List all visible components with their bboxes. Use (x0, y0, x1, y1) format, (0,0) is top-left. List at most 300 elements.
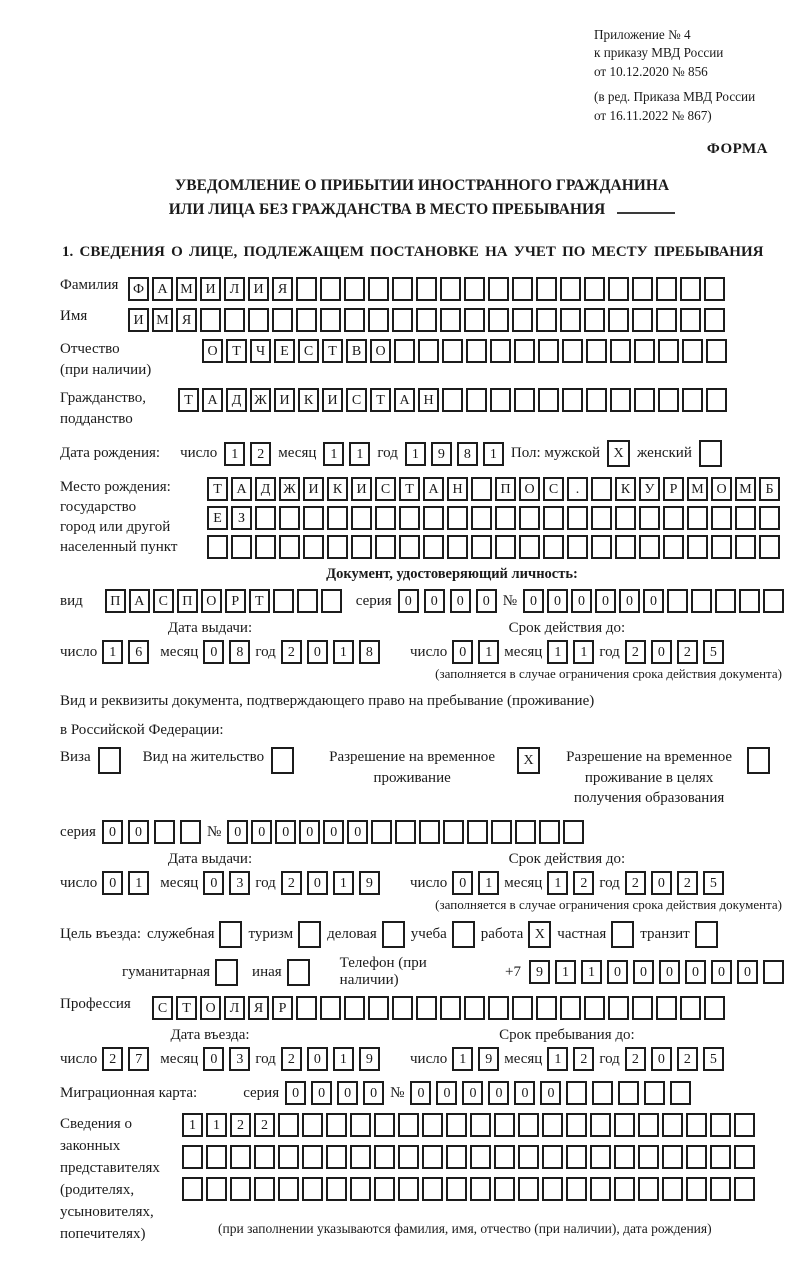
char-box[interactable] (443, 820, 464, 844)
char-box[interactable] (470, 1113, 491, 1137)
char-box[interactable]: 0 (643, 589, 664, 613)
char-box[interactable] (590, 1177, 611, 1201)
char-box[interactable] (560, 308, 581, 332)
char-box[interactable] (662, 1177, 683, 1201)
char-box[interactable] (699, 440, 722, 467)
char-box[interactable]: 0 (633, 960, 654, 984)
char-box[interactable] (566, 1081, 587, 1105)
char-box[interactable] (715, 589, 736, 613)
char-box[interactable] (563, 820, 584, 844)
char-box[interactable] (608, 308, 629, 332)
char-box[interactable]: 2 (625, 1047, 646, 1071)
char-box[interactable]: Т (370, 388, 391, 412)
char-box[interactable] (230, 1145, 251, 1169)
char-box[interactable]: С (298, 339, 319, 363)
birth-place-row3-boxes[interactable] (207, 535, 780, 559)
residence-issue-day-boxes[interactable] (102, 871, 149, 895)
char-box[interactable]: 0 (452, 871, 473, 895)
char-box[interactable]: X (607, 440, 630, 467)
char-box[interactable] (279, 506, 300, 530)
residence-issue-year-boxes[interactable] (281, 871, 380, 895)
char-box[interactable]: З (231, 506, 252, 530)
char-box[interactable] (422, 1145, 443, 1169)
char-box[interactable] (287, 959, 310, 986)
char-box[interactable]: 1 (547, 871, 568, 895)
char-box[interactable]: 2 (281, 640, 302, 664)
char-box[interactable]: 9 (431, 442, 452, 466)
char-box[interactable] (230, 1177, 251, 1201)
residence-permit-checkbox[interactable] (271, 747, 294, 774)
char-box[interactable] (584, 277, 605, 301)
char-box[interactable] (680, 308, 701, 332)
char-box[interactable] (518, 1145, 539, 1169)
char-box[interactable] (302, 1177, 323, 1201)
char-box[interactable] (255, 506, 276, 530)
char-box[interactable]: 0 (203, 871, 224, 895)
char-box[interactable] (567, 535, 588, 559)
char-box[interactable]: П (495, 477, 516, 501)
char-box[interactable]: Е (207, 506, 228, 530)
doc-type-boxes[interactable] (105, 589, 342, 613)
char-box[interactable] (464, 277, 485, 301)
char-box[interactable] (686, 1177, 707, 1201)
char-box[interactable]: М (152, 308, 173, 332)
char-box[interactable] (375, 506, 396, 530)
char-box[interactable]: Д (226, 388, 247, 412)
char-box[interactable] (735, 535, 756, 559)
char-box[interactable] (471, 477, 492, 501)
char-box[interactable]: 9 (478, 1047, 499, 1071)
char-box[interactable]: 0 (363, 1081, 384, 1105)
char-box[interactable] (254, 1145, 275, 1169)
char-box[interactable] (224, 308, 245, 332)
char-box[interactable] (735, 506, 756, 530)
char-box[interactable]: 0 (398, 589, 419, 613)
char-box[interactable] (416, 996, 437, 1020)
char-box[interactable]: 0 (307, 871, 328, 895)
char-box[interactable] (392, 277, 413, 301)
char-box[interactable] (710, 1113, 731, 1137)
char-box[interactable] (734, 1177, 755, 1201)
char-box[interactable]: 3 (229, 1047, 250, 1071)
char-box[interactable] (610, 388, 631, 412)
char-box[interactable]: 0 (410, 1081, 431, 1105)
citizenship-boxes[interactable] (178, 388, 727, 412)
char-box[interactable] (656, 996, 677, 1020)
char-box[interactable]: 0 (307, 640, 328, 664)
char-box[interactable]: С (375, 477, 396, 501)
char-box[interactable] (447, 535, 468, 559)
char-box[interactable]: 2 (625, 871, 646, 895)
char-box[interactable]: Е (274, 339, 295, 363)
temp-residence-edu-checkbox[interactable] (747, 747, 770, 774)
char-box[interactable] (704, 996, 725, 1020)
char-box[interactable] (327, 506, 348, 530)
char-box[interactable] (350, 1177, 371, 1201)
doc-valid-year-boxes[interactable] (625, 640, 724, 664)
char-box[interactable] (467, 820, 488, 844)
char-box[interactable] (422, 1113, 443, 1137)
char-box[interactable]: И (200, 277, 221, 301)
char-box[interactable] (566, 1177, 587, 1201)
char-box[interactable] (512, 308, 533, 332)
char-box[interactable]: 1 (333, 640, 354, 664)
char-box[interactable]: 0 (102, 871, 123, 895)
char-box[interactable] (686, 1145, 707, 1169)
char-box[interactable] (273, 589, 294, 613)
char-box[interactable] (656, 308, 677, 332)
purpose-work-checkbox[interactable] (528, 921, 551, 948)
char-box[interactable]: 0 (285, 1081, 306, 1105)
char-box[interactable] (638, 1145, 659, 1169)
char-box[interactable] (327, 535, 348, 559)
char-box[interactable] (326, 1177, 347, 1201)
char-box[interactable]: Ф (128, 277, 149, 301)
char-box[interactable] (398, 1145, 419, 1169)
char-box[interactable] (656, 277, 677, 301)
char-box[interactable] (344, 308, 365, 332)
purpose-private-checkbox[interactable] (611, 921, 634, 948)
char-box[interactable] (416, 308, 437, 332)
char-box[interactable]: Ж (279, 477, 300, 501)
char-box[interactable] (682, 339, 703, 363)
char-box[interactable]: А (423, 477, 444, 501)
char-box[interactable]: И (128, 308, 149, 332)
char-box[interactable] (663, 506, 684, 530)
char-box[interactable] (326, 1145, 347, 1169)
char-box[interactable]: И (322, 388, 343, 412)
doc-series-boxes[interactable] (398, 589, 497, 613)
char-box[interactable] (452, 921, 475, 948)
char-box[interactable] (706, 388, 727, 412)
char-box[interactable]: 1 (323, 442, 344, 466)
char-box[interactable] (494, 1177, 515, 1201)
char-box[interactable] (536, 277, 557, 301)
char-box[interactable] (350, 1145, 371, 1169)
char-box[interactable]: Л (224, 277, 245, 301)
char-box[interactable] (206, 1145, 227, 1169)
purpose-humanitarian-checkbox[interactable] (215, 959, 238, 986)
char-box[interactable]: 7 (128, 1047, 149, 1071)
char-box[interactable] (495, 535, 516, 559)
char-box[interactable]: 8 (229, 640, 250, 664)
char-box[interactable] (639, 535, 660, 559)
char-box[interactable]: 1 (478, 871, 499, 895)
char-box[interactable] (98, 747, 121, 774)
char-box[interactable] (440, 308, 461, 332)
purpose-transit-checkbox[interactable] (695, 921, 718, 948)
char-box[interactable] (278, 1145, 299, 1169)
char-box[interactable] (590, 1113, 611, 1137)
char-box[interactable] (278, 1177, 299, 1201)
char-box[interactable] (447, 506, 468, 530)
char-box[interactable]: 0 (436, 1081, 457, 1105)
char-box[interactable]: 0 (337, 1081, 358, 1105)
char-box[interactable] (618, 1081, 639, 1105)
purpose-other-checkbox[interactable] (287, 959, 310, 986)
char-box[interactable]: С (152, 996, 173, 1020)
char-box[interactable] (320, 996, 341, 1020)
entry-year-boxes[interactable] (281, 1047, 380, 1071)
char-box[interactable] (180, 820, 201, 844)
char-box[interactable] (591, 535, 612, 559)
char-box[interactable]: Ч (250, 339, 271, 363)
char-box[interactable] (536, 996, 557, 1020)
char-box[interactable]: 1 (128, 871, 149, 895)
doc-issue-day-boxes[interactable] (102, 640, 149, 664)
char-box[interactable] (759, 535, 780, 559)
char-box[interactable]: А (231, 477, 252, 501)
char-box[interactable] (254, 1177, 275, 1201)
char-box[interactable]: 2 (573, 1047, 594, 1071)
char-box[interactable]: X (528, 921, 551, 948)
char-box[interactable]: 1 (547, 640, 568, 664)
char-box[interactable] (542, 1145, 563, 1169)
legal-reps-row1-boxes[interactable] (182, 1113, 755, 1137)
sex-female-checkbox[interactable] (699, 440, 722, 467)
char-box[interactable]: 5 (703, 871, 724, 895)
char-box[interactable] (446, 1177, 467, 1201)
char-box[interactable] (395, 820, 416, 844)
char-box[interactable] (464, 996, 485, 1020)
char-box[interactable]: 0 (595, 589, 616, 613)
char-box[interactable] (422, 1177, 443, 1201)
char-box[interactable] (519, 506, 540, 530)
char-box[interactable] (591, 506, 612, 530)
char-box[interactable]: 2 (254, 1113, 275, 1137)
char-box[interactable]: 0 (523, 589, 544, 613)
char-box[interactable] (298, 921, 321, 948)
surname-boxes[interactable] (128, 277, 725, 301)
char-box[interactable]: 2 (102, 1047, 123, 1071)
char-box[interactable]: 0 (651, 640, 672, 664)
char-box[interactable]: 0 (619, 589, 640, 613)
char-box[interactable] (375, 535, 396, 559)
char-box[interactable] (512, 996, 533, 1020)
char-box[interactable] (680, 277, 701, 301)
char-box[interactable] (562, 388, 583, 412)
char-box[interactable]: 8 (457, 442, 478, 466)
sex-male-checkbox[interactable] (607, 440, 630, 467)
char-box[interactable] (296, 277, 317, 301)
char-box[interactable] (687, 506, 708, 530)
char-box[interactable]: 1 (206, 1113, 227, 1137)
char-box[interactable] (392, 308, 413, 332)
char-box[interactable]: 0 (424, 589, 445, 613)
char-box[interactable]: Я (176, 308, 197, 332)
char-box[interactable] (326, 1113, 347, 1137)
char-box[interactable]: М (735, 477, 756, 501)
char-box[interactable]: 0 (711, 960, 732, 984)
profession-boxes[interactable] (152, 996, 725, 1020)
char-box[interactable]: 2 (625, 640, 646, 664)
doc-valid-day-boxes[interactable] (452, 640, 499, 664)
char-box[interactable] (562, 339, 583, 363)
char-box[interactable]: И (303, 477, 324, 501)
char-box[interactable] (682, 388, 703, 412)
char-box[interactable] (296, 308, 317, 332)
char-box[interactable] (543, 535, 564, 559)
char-box[interactable]: Р (225, 589, 246, 613)
char-box[interactable]: . (567, 477, 588, 501)
visa-checkbox[interactable] (98, 747, 121, 774)
legal-reps-row2-boxes[interactable] (182, 1145, 755, 1169)
char-box[interactable]: 2 (281, 871, 302, 895)
char-box[interactable] (706, 339, 727, 363)
char-box[interactable] (566, 1145, 587, 1169)
char-box[interactable] (734, 1113, 755, 1137)
doc-issue-year-boxes[interactable] (281, 640, 380, 664)
char-box[interactable]: 5 (703, 1047, 724, 1071)
char-box[interactable] (704, 308, 725, 332)
char-box[interactable]: 0 (203, 640, 224, 664)
char-box[interactable] (614, 1113, 635, 1137)
char-box[interactable]: Т (249, 589, 270, 613)
stay-month-boxes[interactable] (547, 1047, 594, 1071)
char-box[interactable] (584, 308, 605, 332)
char-box[interactable]: 1 (182, 1113, 203, 1137)
char-box[interactable] (464, 308, 485, 332)
char-box[interactable] (255, 535, 276, 559)
char-box[interactable]: 0 (514, 1081, 535, 1105)
char-box[interactable] (634, 339, 655, 363)
char-box[interactable] (644, 1081, 665, 1105)
char-box[interactable] (512, 277, 533, 301)
char-box[interactable]: 1 (349, 442, 370, 466)
char-box[interactable]: 0 (540, 1081, 561, 1105)
char-box[interactable] (658, 339, 679, 363)
char-box[interactable] (662, 1113, 683, 1137)
char-box[interactable] (272, 308, 293, 332)
char-box[interactable]: 1 (333, 871, 354, 895)
char-box[interactable]: 9 (359, 1047, 380, 1071)
char-box[interactable]: 1 (483, 442, 504, 466)
char-box[interactable] (368, 996, 389, 1020)
stay-year-boxes[interactable] (625, 1047, 724, 1071)
doc-number-boxes[interactable] (523, 589, 784, 613)
char-box[interactable] (416, 277, 437, 301)
char-box[interactable] (611, 921, 634, 948)
char-box[interactable] (543, 506, 564, 530)
char-box[interactable] (182, 1145, 203, 1169)
char-box[interactable] (351, 506, 372, 530)
char-box[interactable] (704, 277, 725, 301)
char-box[interactable] (470, 1177, 491, 1201)
char-box[interactable] (200, 308, 221, 332)
char-box[interactable] (423, 535, 444, 559)
char-box[interactable] (608, 996, 629, 1020)
char-box[interactable] (687, 535, 708, 559)
char-box[interactable] (371, 820, 392, 844)
char-box[interactable] (608, 277, 629, 301)
char-box[interactable] (494, 1145, 515, 1169)
char-box[interactable]: Н (418, 388, 439, 412)
char-box[interactable]: Б (759, 477, 780, 501)
char-box[interactable]: А (394, 388, 415, 412)
char-box[interactable] (303, 506, 324, 530)
birth-year-boxes[interactable] (405, 442, 504, 466)
char-box[interactable] (446, 1113, 467, 1137)
char-box[interactable] (695, 921, 718, 948)
char-box[interactable]: А (152, 277, 173, 301)
char-box[interactable]: К (615, 477, 636, 501)
char-box[interactable] (491, 820, 512, 844)
residence-valid-day-boxes[interactable] (452, 871, 499, 895)
char-box[interactable]: О (370, 339, 391, 363)
char-box[interactable] (382, 921, 405, 948)
char-box[interactable] (419, 820, 440, 844)
char-box[interactable] (440, 277, 461, 301)
char-box[interactable] (515, 820, 536, 844)
char-box[interactable]: 0 (737, 960, 758, 984)
char-box[interactable]: 0 (203, 1047, 224, 1071)
char-box[interactable] (538, 388, 559, 412)
char-box[interactable]: И (248, 277, 269, 301)
char-box[interactable] (711, 535, 732, 559)
char-box[interactable]: 1 (333, 1047, 354, 1071)
char-box[interactable]: 8 (359, 640, 380, 664)
char-box[interactable]: 0 (307, 1047, 328, 1071)
char-box[interactable]: Ж (250, 388, 271, 412)
char-box[interactable] (488, 277, 509, 301)
char-box[interactable] (495, 506, 516, 530)
char-box[interactable]: О (202, 339, 223, 363)
char-box[interactable] (759, 506, 780, 530)
purpose-business-checkbox[interactable] (382, 921, 405, 948)
residence-issue-month-boxes[interactable] (203, 871, 250, 895)
char-box[interactable] (344, 277, 365, 301)
char-box[interactable]: Я (272, 277, 293, 301)
char-box[interactable] (747, 747, 770, 774)
char-box[interactable] (320, 277, 341, 301)
char-box[interactable]: 2 (250, 442, 271, 466)
char-box[interactable] (658, 388, 679, 412)
char-box[interactable] (442, 388, 463, 412)
char-box[interactable] (560, 277, 581, 301)
doc-issue-month-boxes[interactable] (203, 640, 250, 664)
char-box[interactable] (466, 339, 487, 363)
char-box[interactable] (566, 1113, 587, 1137)
char-box[interactable] (662, 1145, 683, 1169)
char-box[interactable]: 0 (488, 1081, 509, 1105)
char-box[interactable] (351, 535, 372, 559)
char-box[interactable] (248, 308, 269, 332)
char-box[interactable]: С (346, 388, 367, 412)
char-box[interactable]: 0 (251, 820, 272, 844)
char-box[interactable] (691, 589, 712, 613)
char-box[interactable]: Р (272, 996, 293, 1020)
char-box[interactable]: Т (226, 339, 247, 363)
char-box[interactable]: 0 (607, 960, 628, 984)
char-box[interactable] (374, 1177, 395, 1201)
char-box[interactable]: С (153, 589, 174, 613)
char-box[interactable]: Т (207, 477, 228, 501)
char-box[interactable]: С (543, 477, 564, 501)
char-box[interactable] (591, 477, 612, 501)
char-box[interactable] (440, 996, 461, 1020)
char-box[interactable]: И (351, 477, 372, 501)
char-box[interactable] (231, 535, 252, 559)
birth-place-row1-boxes[interactable] (207, 477, 780, 501)
char-box[interactable] (321, 589, 342, 613)
char-box[interactable] (296, 996, 317, 1020)
char-box[interactable] (680, 996, 701, 1020)
char-box[interactable] (538, 339, 559, 363)
char-box[interactable]: П (105, 589, 126, 613)
char-box[interactable] (392, 996, 413, 1020)
char-box[interactable]: 1 (555, 960, 576, 984)
char-box[interactable] (739, 589, 760, 613)
